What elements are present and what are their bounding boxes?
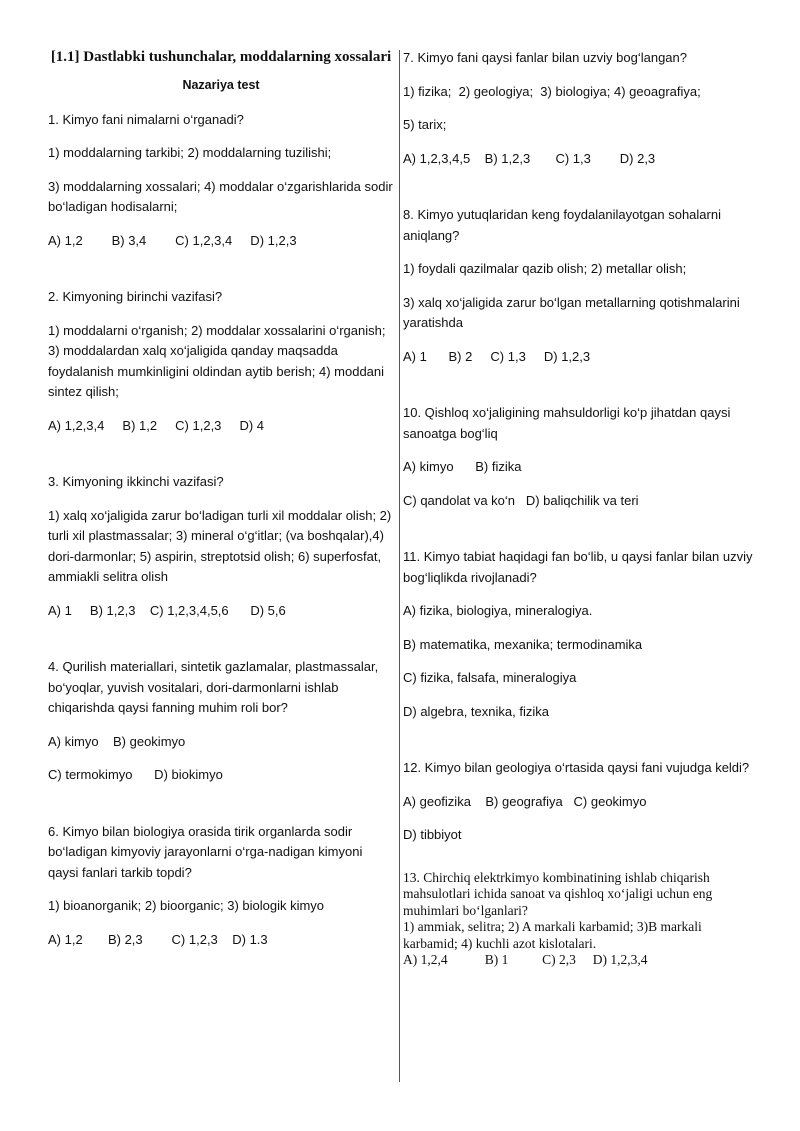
question-2 [48,287,394,436]
answer-options: A) 1 B) 2 C) 1,3 D) 1,2,3 [403,348,591,364]
answer-line: 1) xalq xo‘jaligida zarur bo‘ladigan turli xil moddalar olish; 2) turli xil plastmassalar; 3) mineral o‘g‘itlar; (va boshqalar),4) dori-darmonlar; 5) aspirin, streptotsid olish; 6) superfosfat, ammiakli selitra olish [48,507,392,584]
answer-options: C) termokimyo D) biokimyo [48,767,223,782]
left-column [48,48,394,963]
column-divider [399,50,400,1082]
question-text: 1. Kimyo fani nimalarni o‘rganadi? [48,111,244,127]
question-4 [48,657,394,786]
answer-line: C) fizika, falsafa, mineralogiya [403,670,577,685]
answer-line: 1) bioanorganik; 2) bioorganic; 3) biologik kimyo [48,898,325,913]
answer-options: A) 1,2,3,4,5 B) 1,2,3 C) 1,3 D) 2,3 [403,150,656,166]
answer-line: 1) foydali qazilmalar qazib olish; 2) metallar olish; [403,261,687,276]
right-column [403,48,755,969]
answer-line: A) fizika, biologiya, mineralogiya. [403,603,593,618]
answer-line: A) geofizika B) geografiya C) geokimyo [403,793,647,809]
document-title: [1.1] Dastlabki tushunchalar, moddalarning xossalari [50,49,392,65]
question-text: 4. Qurilish materiallari, sintetik gazlamalar, plastmassalar, bo‘yoqlar, yuvish vositalari, dori-darmonlarni ishlab chiqarishda qaysi fanning muhim roli bor? [48,659,379,715]
answer-options: A) 1,2,3,4 B) 1,2 C) 1,2,3 D) 4 [48,417,265,433]
answer-line: 5) tarix; [403,117,447,132]
answer-line: A) kimyo B) geokimyo [48,733,186,749]
question-text: 2. Kimyoning birinchi vazifasi? [48,289,223,304]
question-text: 6. Kimyo bilan biologiya orasida tirik organlarda sodir bo‘ladigan kimyoviy jarayonlarni o‘rga-nadigan kimyoni qaysi fanlari tarkib topdi? [48,823,363,880]
question-13 [403,870,755,969]
answer-line: 1) moddalarning tarkibi; 2) moddalarning tuzilishi; [48,145,332,160]
question-7 [403,48,755,169]
question-text: 13. Chirchiq elektrkimyo kombinatining ishlab chiqarish mahsulotlari ichida sanoat va qishloq xo‘jaligi uchun eng muhimlari bo‘lganlari? [403,869,713,918]
answer-options: A) 1,2,4 B) 1 C) 2,3 D) 1,2,3,4 [403,952,648,967]
question-1 [48,110,394,252]
question-text: 8. Kimyo yutuqlaridan keng foydalanilayotgan sohalarni aniqlang? [403,207,721,243]
answer-options: A) 1,2 B) 2,3 C) 1,2,3 D) 1.3 [48,931,268,947]
answer-options: A) 1 B) 1,2,3 C) 1,2,3,4,5,6 D) 5,6 [48,602,286,618]
question-11 [403,547,755,722]
answer-line: 1) fizika; 2) geologiya; 3) biologiya; 4) geoagrafiya; [403,83,701,99]
answer-line: 3) xalq xo‘jaligida zarur bo‘lgan metallarning qotishmalarini yaratishda [403,294,740,330]
answer-line: 1) ammiak, selitra; 2) A markali karbamid; 3)B markali karbamid; 4) kuchli azot kislotalari. [403,919,702,951]
answer-options: D) algebra, texnika, fizika [403,703,549,719]
question-text: 7. Kimyo fani qaysi fanlar bilan uzviy bog‘langan? [403,50,688,65]
answer-line: 1) moddalarni o‘rganish; 2) moddalar xossalarini o‘rganish; 3) moddalardan xalq xo‘jaligida qanday maqsadda foydalanish mumkinligini oldindan aytib berish; 4) moddani sintez qilish; [48,322,386,399]
answer-options: C) qandolat va ko‘n D) baliqchilik va teri [403,492,639,508]
question-12 [403,758,755,846]
question-3 [48,472,394,621]
question-10 [403,403,755,511]
answer-options: D) tibbiyot [403,827,462,842]
question-text: 11. Kimyo tabiat haqidagi fan bo‘lib, u qaysi fanlar bilan uzviy bog‘liqlikda rivojlanadi? [403,549,753,585]
question-text: 10. Qishloq xo‘jaligining mahsuldorligi ko‘p jihatdan qaysi sanoatga bog‘liq [403,405,731,441]
answer-line: B) matematika, mexanika; termodinamika [403,636,643,652]
question-text: 12. Kimyo bilan geologiya o‘rtasida qaysi fani vujudga keldi? [403,760,750,775]
question-8 [403,205,755,367]
question-text: 3. Kimyoning ikkinchi vazifasi? [48,474,224,489]
answer-line: A) kimyo B) fizika [403,459,522,474]
document-subtitle: Nazariya test [182,78,260,92]
answer-line: 3) moddalarning xossalari; 4) moddalar o‘zgarishlarida sodir bo‘ladigan hodisalarni; [48,178,393,214]
question-6 [48,822,394,951]
answer-options: A) 1,2 B) 3,4 C) 1,2,3,4 D) 1,2,3 [48,232,297,248]
